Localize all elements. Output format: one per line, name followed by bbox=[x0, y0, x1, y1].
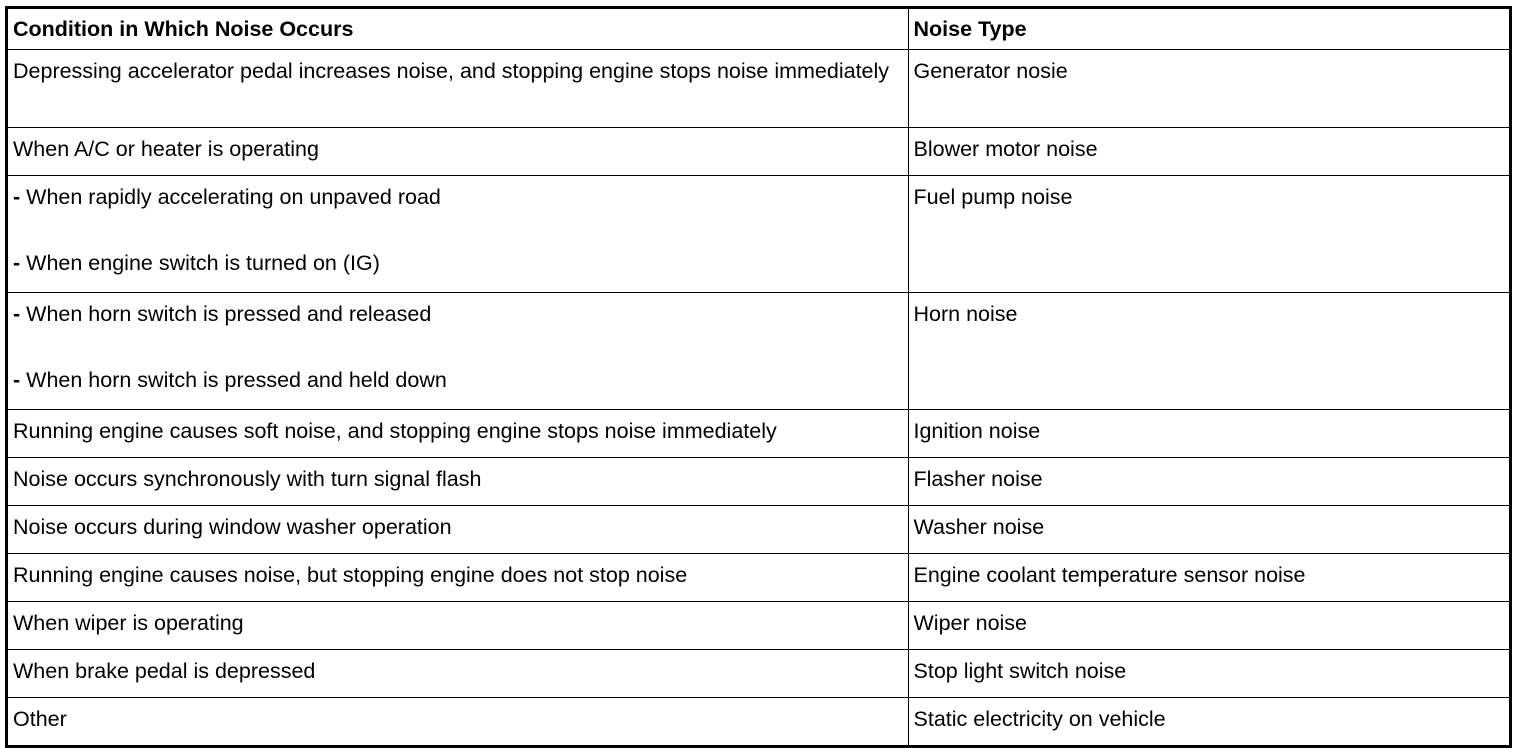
condition-cell: Noise occurs during window washer operation bbox=[8, 506, 908, 554]
list-spacer bbox=[13, 212, 908, 249]
condition-list-item bbox=[13, 183, 908, 212]
noise-type-cell: Washer noise bbox=[908, 506, 1509, 554]
condition-cell: Running engine causes soft noise, and stopping engine stops noise immediately bbox=[8, 410, 908, 458]
table-row bbox=[8, 602, 1509, 650]
condition-list-item bbox=[13, 366, 908, 395]
list-dash: - bbox=[13, 368, 21, 392]
table-header-row bbox=[8, 9, 1509, 50]
condition-list-item bbox=[13, 249, 908, 278]
condition-item-text: When engine switch is turned on (IG) bbox=[26, 251, 380, 275]
noise-type-cell: Blower motor noise bbox=[908, 128, 1509, 176]
table-row bbox=[8, 293, 1509, 410]
noise-type-cell: Fuel pump noise bbox=[908, 176, 1509, 293]
noise-type-cell: Stop light switch noise bbox=[908, 650, 1509, 698]
table-row bbox=[8, 176, 1509, 293]
table-row bbox=[8, 554, 1509, 602]
header-noise-type: Noise Type bbox=[908, 9, 1509, 50]
list-spacer bbox=[13, 329, 908, 366]
table-row bbox=[8, 650, 1509, 698]
condition-cell: When brake pedal is depressed bbox=[8, 650, 908, 698]
noise-table-frame bbox=[5, 6, 1512, 748]
noise-type-cell: Generator nosie bbox=[908, 50, 1509, 128]
condition-item-text: When rapidly accelerating on unpaved road bbox=[26, 185, 441, 209]
noise-type-cell: Horn noise bbox=[908, 293, 1509, 410]
table-row bbox=[8, 458, 1509, 506]
table-row bbox=[8, 698, 1509, 746]
noise-type-cell: Flasher noise bbox=[908, 458, 1509, 506]
condition-item-text: When horn switch is pressed and held down bbox=[26, 368, 447, 392]
table-row bbox=[8, 128, 1509, 176]
noise-type-cell: Static electricity on vehicle bbox=[908, 698, 1509, 746]
noise-table bbox=[8, 9, 1509, 745]
table-row bbox=[8, 50, 1509, 128]
list-dash: - bbox=[13, 302, 21, 326]
condition-cell: When wiper is operating bbox=[8, 602, 908, 650]
condition-cell bbox=[8, 176, 908, 293]
condition-cell: Noise occurs synchronously with turn signal flash bbox=[8, 458, 908, 506]
condition-cell: When A/C or heater is operating bbox=[8, 128, 908, 176]
list-dash: - bbox=[13, 185, 21, 209]
condition-cell: Other bbox=[8, 698, 908, 746]
condition-cell: Depressing accelerator pedal increases noise, and stopping engine stops noise immediately bbox=[8, 50, 908, 128]
table-row bbox=[8, 410, 1509, 458]
list-dash: - bbox=[13, 251, 21, 275]
noise-type-cell: Wiper noise bbox=[908, 602, 1509, 650]
condition-item-text: When horn switch is pressed and released bbox=[26, 302, 432, 326]
condition-cell: Running engine causes noise, but stopping engine does not stop noise bbox=[8, 554, 908, 602]
condition-list-item bbox=[13, 300, 908, 329]
noise-type-cell: Engine coolant temperature sensor noise bbox=[908, 554, 1509, 602]
table-row bbox=[8, 506, 1509, 554]
noise-type-cell: Ignition noise bbox=[908, 410, 1509, 458]
header-condition: Condition in Which Noise Occurs bbox=[8, 9, 908, 50]
condition-cell bbox=[8, 293, 908, 410]
